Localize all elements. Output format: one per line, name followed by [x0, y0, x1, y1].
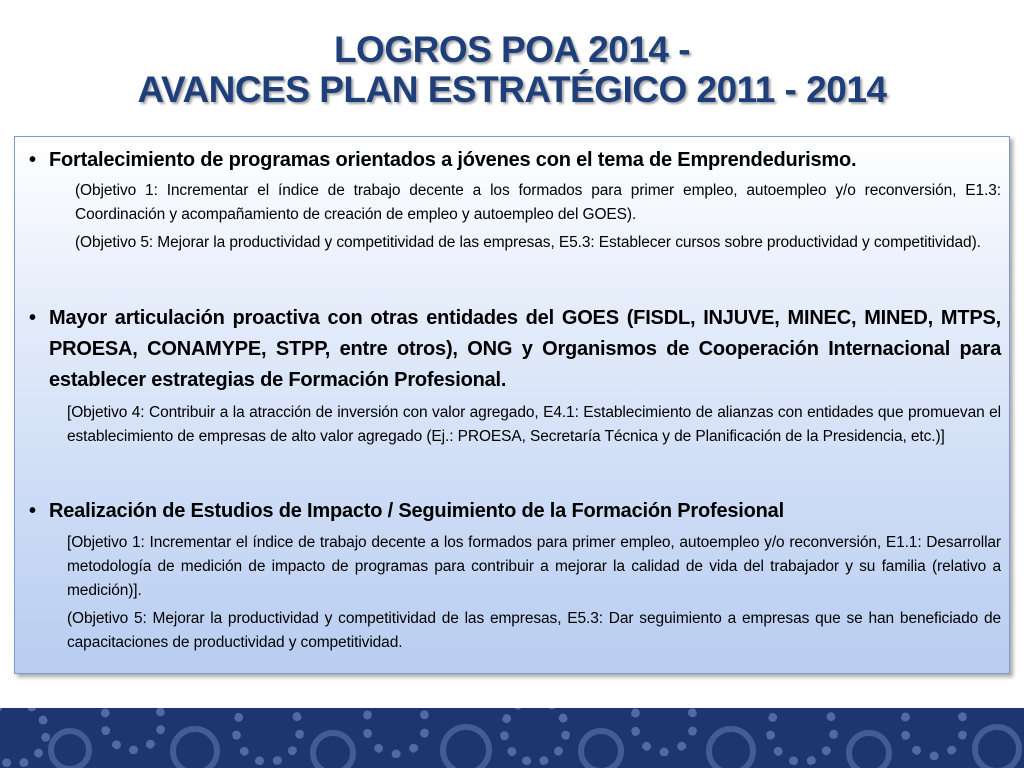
gear-icon [500, 708, 570, 766]
gear-icon [232, 708, 304, 766]
bullet-marker: • [29, 500, 37, 522]
gear-pattern-band [0, 708, 1024, 768]
gear-icon [440, 724, 492, 768]
bullet-heading: Realización de Estudios de Impacto / Seguimiento de la Formación Profesional [49, 500, 784, 522]
gear-icon [48, 728, 92, 768]
slide-title-line-1: LOGROS POA 2014 - [333, 29, 691, 70]
gear-icon [706, 726, 756, 768]
gear-icon [100, 708, 166, 754]
bullet-heading: Fortalecimiento de programas orientados a jóvenes con el tema de Emprendedurismo. [49, 149, 857, 171]
bullet-item-1 [29, 145, 1001, 176]
bullet-3-subitem-2: (Objetivo 5: Mejorar la productividad y competitividad de las empresas, E5.3: Dar seguimiento a empresas que se han beneficiado de capacitaciones de productividad y competitividad. [67, 610, 1001, 651]
bullet-1-subitem-1: (Objetivo 1: Incrementar el índice de trabajo decente a los formados para primer empleo, autoempleo y/o reconversión, E1.3: Coordinación y acompañamiento de creación de empleo y autoempleo del GOES). [75, 182, 1001, 223]
bullet-item-3 [29, 496, 1001, 527]
gear-icon [846, 730, 892, 768]
gear-icon [362, 708, 430, 758]
gear-icon [310, 730, 356, 768]
bullet-marker: • [29, 307, 37, 329]
slide-title [0, 30, 1024, 110]
content-box [14, 136, 1010, 674]
bullet-heading: Mayor articulación proactiva con otras entidades del GOES (FISDL, INJUVE, MINEC, MINED, MTPS, PROESA, CONAMYPE, STPP, entre otros), ONG y Organismos de Cooperación Internacional para establecer estrategias de Formación Profesional. [49, 307, 1001, 391]
bullet-item-2 [29, 303, 1001, 396]
gear-icon [170, 726, 220, 768]
bullet-3-subitem-1: [Objetivo 1: Incrementar el índice de trabajo decente a los formados para primer empleo, autoempleo y/o reconversión, E1.1: Desarrollar metodología de medición de impacto de programas para contribuir a mejorar la calidad de vida del trabajador y su familia (relativo a medición)]. [67, 534, 1001, 599]
gear-icon [766, 708, 838, 766]
gear-icon [0, 708, 50, 768]
bullet-2-subitem-1: [Objetivo 4: Contribuir a la atracción de inversión con valor agregado, E4.1: Establecimiento de alianzas con entidades que promuevan el establecimiento de empresas de alto valor agregado (Ej.: PROESA, Secretaría Técnica y de Planificación de la Presidencia, etc.)] [67, 404, 1001, 445]
gear-icon [900, 708, 968, 760]
gear-icon [972, 724, 1022, 768]
gear-icon [578, 728, 624, 768]
bullet-marker: • [29, 149, 37, 171]
slide-title-line-2: AVANCES PLAN ESTRATÉGICO 2011 - 2014 [137, 69, 887, 110]
gear-icon [630, 708, 698, 756]
bullet-1-subitem-2: (Objetivo 5: Mejorar la productividad y competitividad de las empresas, E5.3: Establecer cursos sobre productividad y competitividad). [75, 234, 981, 251]
